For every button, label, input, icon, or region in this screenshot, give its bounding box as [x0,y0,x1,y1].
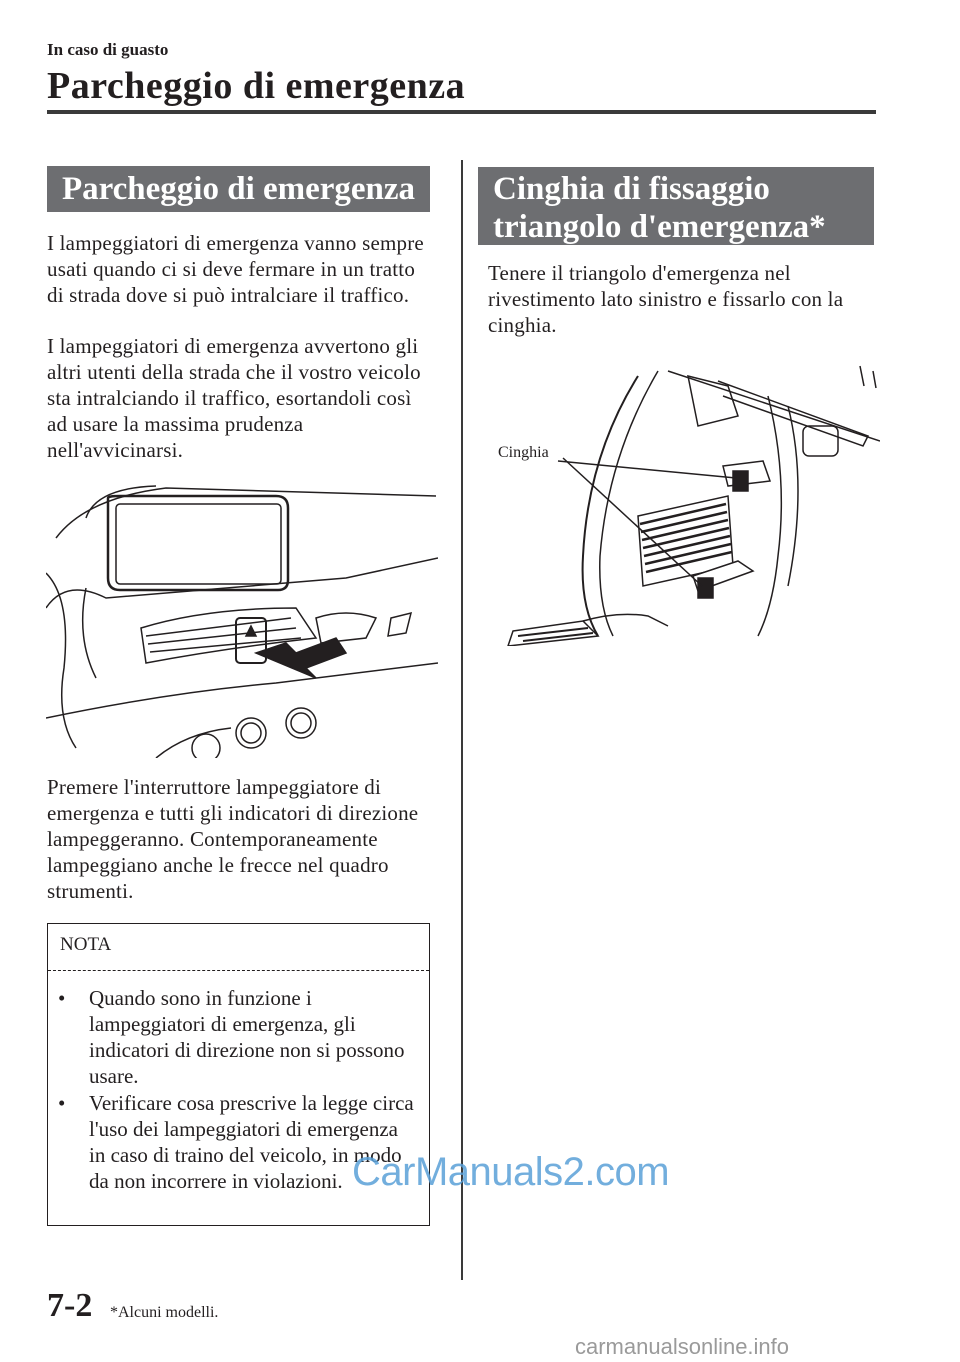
column-divider [461,160,463,1280]
hazard-switch-illustration [46,478,438,758]
watermark-bottom: carmanualsonline.info [575,1334,790,1359]
paragraph-hazard-warning: I lampeggiatori di emergenza avvertono gli altri utenti della strada che il vostro veicolo sta intralciando il traffico, esortandoli così ad usare la massima prudenza nell'avvicinarsi. [47,334,421,462]
note-item [58,985,418,1089]
note-divider [48,970,429,971]
page-title: Parcheggio di emergenza [47,65,466,107]
section-heading-emergency-parking: Parcheggio di emergenza [47,166,430,212]
footnote: *Alcuni modelli. [110,1304,219,1321]
section-heading-line: Cinghia di fissaggio [493,171,770,207]
watermark: CarManuals2.com [352,1150,670,1194]
section-heading-triangle-strap [478,167,874,245]
bullet-icon: • [58,986,66,1010]
triangle-strap-illustration [488,356,880,646]
paragraph-triangle-strap: Tenere il triangolo d'emergenza nel rivestimento lato sinistro e fissarlo con la cinghia. [488,261,844,337]
bullet-icon: • [58,1091,66,1115]
paragraph-hazard-usage: I lampeggiatori di emergenza vanno sempre usati quando ci si deve fermare in un tratto di strada dove si può intralciare il traffico. [47,231,424,307]
note-item-text: Verificare cosa prescrive la legge circa l'uso dei lampeggiatori di emergenza in caso di traino del veicolo, in modo da non incorrere in violazioni. [89,1091,414,1193]
breadcrumb: In caso di guasto [47,40,169,59]
section-heading-line: triangolo d'emergenza* [493,209,826,245]
paragraph-press-switch: Premere l'interruttore lampeggiatore di emergenza e tutti gli indicatori di direzione lampeggeranno. Contemporaneamente lampeggiano anche le frecce nel quadro strumenti. [47,775,419,903]
note-title: NOTA [60,934,112,955]
title-divider [47,110,876,114]
page-number: 7-2 [47,1287,93,1324]
figure-label-strap: Cinghia [498,444,549,461]
note-item-text: Quando sono in funzione i lampeggiatori di emergenza, gli indicatori di direzione non si possono usare. [89,986,405,1088]
